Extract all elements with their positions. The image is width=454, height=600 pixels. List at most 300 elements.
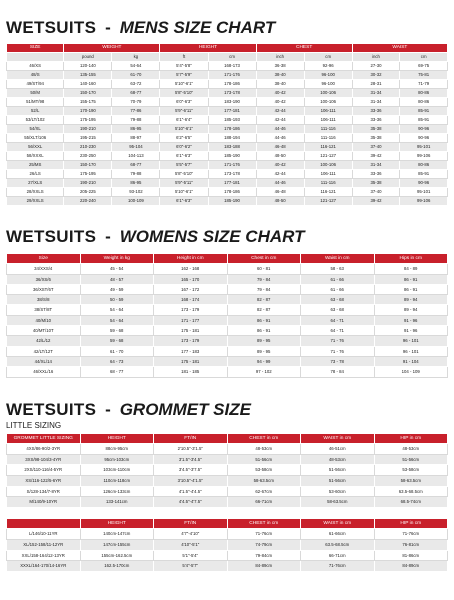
- table-cell: XL/152-158/11-12YR: [7, 539, 81, 550]
- table-cell: 40/MT/10T: [7, 326, 81, 336]
- table-cell: 63.5-68.5cm: [374, 486, 448, 497]
- table-cell: 210-230: [64, 143, 112, 152]
- mens-table-row: [7, 107, 448, 116]
- table-cell: 95-104: [112, 143, 160, 152]
- grommet-large-table: [6, 518, 448, 572]
- mens-table-row: [7, 143, 448, 152]
- mens-table-row: [7, 188, 448, 197]
- table-cell: 2'10.5"-3'1.5": [154, 444, 228, 455]
- table-cell: 91 - 104: [374, 356, 448, 366]
- grommet-table-row: [7, 539, 448, 550]
- table-cell: 44/XL/14: [7, 356, 81, 366]
- mens-header-size: SIZE: [7, 44, 64, 53]
- grommet-header-cell: [7, 518, 81, 529]
- table-cell: 100-109: [112, 197, 160, 206]
- womens-chart-title: [6, 215, 448, 247]
- title-separator: -: [105, 227, 111, 246]
- mens-unit-header: inch: [352, 53, 400, 62]
- table-cell: 54 - 64: [80, 315, 154, 325]
- table-cell: 91 - 96: [374, 326, 448, 336]
- table-cell: 53/LT/102: [7, 116, 64, 125]
- table-cell: L/146/10-11YR: [7, 529, 81, 540]
- mens-unit-header: cm: [208, 53, 256, 62]
- table-cell: 78 - 84: [301, 367, 375, 377]
- table-cell: 42-44: [256, 116, 304, 125]
- table-cell: 58 - 63: [301, 264, 375, 274]
- table-cell: 116-121: [304, 143, 352, 152]
- womens-table-body: [7, 264, 448, 377]
- brand-label: WETSUITS: [6, 18, 97, 37]
- table-cell: 220-240: [64, 197, 112, 206]
- table-cell: 37-40: [352, 188, 400, 197]
- table-cell: 68-77: [112, 89, 160, 98]
- mens-table-row: [7, 197, 448, 206]
- table-cell: 25/MS: [7, 161, 64, 170]
- table-cell: 100-106: [304, 161, 352, 170]
- table-cell: 150-170: [64, 89, 112, 98]
- grommet-header-cell: FT/IN: [154, 433, 228, 444]
- table-cell: 6'0"-6'2": [160, 143, 208, 152]
- table-cell: 86 - 91: [374, 284, 448, 294]
- brand-label: WETSUITS: [6, 399, 97, 419]
- table-cell: 48-53cm: [301, 454, 375, 465]
- table-cell: 120-140: [64, 62, 112, 71]
- table-cell: 99-106: [400, 152, 448, 161]
- table-cell: 82 - 87: [227, 305, 301, 315]
- table-cell: 35-38: [352, 179, 400, 188]
- table-cell: S/128-134/7-8YR: [7, 486, 81, 497]
- table-cell: 77-86: [112, 107, 160, 116]
- table-cell: 147cm-155cm: [80, 539, 154, 550]
- table-cell: 48/S: [7, 71, 64, 80]
- table-cell: 48-50: [256, 152, 304, 161]
- table-cell: 162.5-170cm: [80, 561, 154, 572]
- table-cell: 76-81cm: [374, 539, 448, 550]
- mens-table-row: [7, 152, 448, 161]
- table-cell: 35-38: [352, 134, 400, 143]
- table-cell: 188-194: [208, 134, 256, 143]
- table-cell: 100-106: [304, 98, 352, 107]
- table-cell: 79-88: [112, 170, 160, 179]
- table-cell: 48-53cm: [374, 444, 448, 455]
- womens-size-table: [6, 253, 448, 378]
- table-cell: 111-116: [304, 134, 352, 143]
- table-cell: 51-56cm: [301, 465, 375, 476]
- table-cell: XXXL/164-170/14-16YR: [7, 561, 81, 572]
- table-cell: 4'10"-5'1": [154, 539, 228, 550]
- table-cell: 50 - 59: [80, 295, 154, 305]
- size-chart-page: [6, 0, 448, 572]
- table-cell: 177 - 183: [154, 346, 228, 356]
- table-cell: 48-53cm: [227, 444, 301, 455]
- table-cell: 63-72: [112, 80, 160, 89]
- table-cell: 42-44: [256, 170, 304, 179]
- table-cell: 96-100: [304, 80, 352, 89]
- table-cell: 37-40: [352, 143, 400, 152]
- table-cell: 111-116: [304, 125, 352, 134]
- mens-header-waist: WAIST: [352, 44, 447, 53]
- table-cell: 5'4"-5'7": [154, 561, 228, 572]
- grommet-large-header-row: [7, 518, 448, 529]
- womens-table-row: [7, 264, 448, 274]
- table-cell: 6'0"-6'3": [160, 98, 208, 107]
- table-cell: 84-89cm: [374, 561, 448, 572]
- table-cell: 80-86: [400, 89, 448, 98]
- table-cell: 85-91: [400, 107, 448, 116]
- table-cell: 4'7"-4'10": [154, 529, 228, 540]
- table-cell: 175 - 181: [154, 326, 228, 336]
- table-cell: 190-210: [64, 125, 112, 134]
- mens-table-row: [7, 98, 448, 107]
- table-cell: 71-76cm: [374, 529, 448, 540]
- table-cell: 68.5-74cm: [374, 497, 448, 508]
- table-cell: 88-97: [112, 134, 160, 143]
- table-cell: 38-40: [256, 71, 304, 80]
- grommet-header-cell: HIP in cm: [374, 518, 448, 529]
- mens-unit-header: inch: [256, 53, 304, 62]
- table-cell: 46/XS: [7, 62, 64, 71]
- table-cell: 84-89cm: [227, 561, 301, 572]
- table-cell: 173 - 179: [154, 305, 228, 315]
- table-cell: 96 - 101: [374, 346, 448, 356]
- table-cell: 48 - 57: [80, 274, 154, 284]
- womens-table-row: [7, 305, 448, 315]
- womens-header-cell: Waist in cm: [301, 254, 375, 264]
- womens-table-row: [7, 346, 448, 356]
- table-cell: 103cm-110cm: [80, 465, 154, 476]
- table-cell: 190-210: [64, 179, 112, 188]
- table-cell: 68 - 77: [80, 367, 154, 377]
- table-cell: 54 - 64: [80, 305, 154, 315]
- table-cell: 92-96: [304, 62, 352, 71]
- table-cell: 89 - 94: [374, 305, 448, 315]
- table-cell: 63.5-68.5cm: [301, 539, 375, 550]
- mens-unit-header: [7, 53, 64, 62]
- table-cell: 173-178: [208, 170, 256, 179]
- table-cell: 96 - 101: [374, 336, 448, 346]
- grommet-header-cell: FT/IN: [154, 518, 228, 529]
- table-cell: 40-42: [256, 161, 304, 170]
- table-cell: 66-71cm: [301, 550, 375, 561]
- table-cell: 58-63.5cm: [227, 475, 301, 486]
- table-cell: 64 - 71: [301, 315, 375, 325]
- mens-unit-header: pound: [64, 53, 112, 62]
- table-cell: 61 - 66: [301, 274, 375, 284]
- table-cell: 116-121: [304, 188, 352, 197]
- table-cell: 3'10.5"-4'1.5": [154, 475, 228, 486]
- table-cell: 90-96: [400, 125, 448, 134]
- table-cell: 81-86cm: [374, 550, 448, 561]
- table-spacer: [6, 508, 448, 518]
- mens-chart-subtitle: MENS SIZE CHART: [119, 18, 276, 37]
- table-cell: 167 - 172: [154, 284, 228, 294]
- table-cell: 71-76cm: [227, 529, 301, 540]
- grommet-little-table-body: [7, 444, 448, 508]
- mens-header-chest: CHEST: [256, 44, 352, 53]
- table-cell: 51-56cm: [301, 475, 375, 486]
- table-cell: 80-86: [400, 161, 448, 170]
- table-cell: 86-95: [112, 125, 160, 134]
- mens-unit-header: cm: [400, 53, 448, 62]
- table-cell: 42-44: [256, 107, 304, 116]
- mens-table-row: [7, 161, 448, 170]
- table-cell: 35-38: [352, 125, 400, 134]
- table-cell: 195-215: [64, 134, 112, 143]
- table-cell: 31-34: [352, 98, 400, 107]
- mens-header-weight: WEIGHT: [64, 44, 160, 53]
- table-cell: 91 - 96: [374, 315, 448, 325]
- table-cell: 53-58cm: [227, 465, 301, 476]
- table-cell: 40-42: [256, 98, 304, 107]
- table-cell: 44-46: [256, 125, 304, 134]
- table-cell: 133-141cm: [80, 497, 154, 508]
- table-cell: 61-66cm: [301, 529, 375, 540]
- table-cell: 89 - 95: [227, 336, 301, 346]
- womens-table-row: [7, 356, 448, 366]
- mens-table-row: [7, 125, 448, 134]
- table-cell: 171-176: [208, 71, 256, 80]
- table-cell: 185-190: [208, 197, 256, 206]
- table-cell: 5'7"-5'9": [160, 71, 208, 80]
- mens-unit-header-row: [7, 53, 448, 62]
- womens-header-cell: Size: [7, 254, 81, 264]
- mens-size-table: [6, 43, 448, 206]
- table-cell: 5'10"-6'1": [160, 125, 208, 134]
- womens-header-cell: Hips in cm: [374, 254, 448, 264]
- womens-header-row: [7, 254, 448, 264]
- grommet-header-cell: CHEST in cm: [227, 518, 301, 529]
- table-cell: 40-42: [256, 89, 304, 98]
- table-cell: 94 - 99: [227, 356, 301, 366]
- table-cell: 79 - 84: [227, 274, 301, 284]
- table-cell: 44-46: [256, 179, 304, 188]
- table-cell: 46/XXL/16: [7, 367, 81, 377]
- table-cell: 33-36: [352, 107, 400, 116]
- table-cell: 73 - 78: [301, 356, 375, 366]
- table-cell: 178-186: [208, 80, 256, 89]
- table-cell: 56/XXL: [7, 143, 64, 152]
- table-cell: 51-56cm: [227, 454, 301, 465]
- table-cell: 53-60cm: [301, 486, 375, 497]
- table-cell: 121-127: [304, 152, 352, 161]
- table-cell: 168-173: [208, 62, 256, 71]
- mens-table-row: [7, 80, 448, 89]
- table-cell: 29/XXLS: [7, 197, 64, 206]
- mens-table-row: [7, 89, 448, 98]
- table-cell: 135-155: [64, 71, 112, 80]
- mens-table-row: [7, 179, 448, 188]
- grommet-header-cell: HIP in cm: [374, 433, 448, 444]
- table-cell: 28-31: [352, 80, 400, 89]
- table-cell: 31-34: [352, 89, 400, 98]
- mens-unit-header: kg: [112, 53, 160, 62]
- table-cell: 36/XS/6: [7, 274, 81, 284]
- grommet-table-row: [7, 529, 448, 540]
- mens-unit-header: ft: [160, 53, 208, 62]
- table-cell: 71 - 76: [301, 336, 375, 346]
- table-cell: 36/XST/6T: [7, 284, 81, 294]
- table-cell: 183-190: [208, 98, 256, 107]
- table-cell: 121-127: [304, 197, 352, 206]
- table-cell: 75-81: [400, 71, 448, 80]
- womens-header-cell: Height in cm: [154, 254, 228, 264]
- table-cell: 5'8"-5'10": [160, 170, 208, 179]
- table-cell: 34/XXS/4: [7, 264, 81, 274]
- mens-table-row: [7, 62, 448, 71]
- table-cell: 4'1.5"-4'4.5": [154, 486, 228, 497]
- table-cell: 5'9"-5'11": [160, 179, 208, 188]
- table-cell: 171-176: [208, 161, 256, 170]
- table-cell: 106-111: [304, 116, 352, 125]
- brand-label: WETSUITS: [6, 227, 97, 246]
- table-cell: 26/LS: [7, 170, 64, 179]
- table-cell: 27/XLS: [7, 179, 64, 188]
- table-cell: 40/M/10: [7, 315, 81, 325]
- table-cell: 71 - 76: [301, 346, 375, 356]
- grommet-table-row: [7, 444, 448, 455]
- table-cell: 46-48: [256, 143, 304, 152]
- table-cell: 155-175: [64, 98, 112, 107]
- grommet-chart-subtitle: GROMMET SIZE: [119, 399, 251, 419]
- mens-unit-header: cm: [304, 53, 352, 62]
- table-cell: 38/S/8: [7, 295, 81, 305]
- table-cell: 39-42: [352, 152, 400, 161]
- table-cell: 74-79cm: [227, 539, 301, 550]
- table-cell: 171 - 177: [154, 315, 228, 325]
- table-cell: 48-50: [256, 197, 304, 206]
- table-cell: 100-106: [304, 89, 352, 98]
- grommet-header-cell: WAIST in cm: [301, 518, 375, 529]
- table-cell: 70-79: [112, 98, 160, 107]
- grommet-little-table: [6, 433, 448, 508]
- table-cell: 177-181: [208, 179, 256, 188]
- table-cell: 95-101: [400, 143, 448, 152]
- table-cell: 33-36: [352, 116, 400, 125]
- table-cell: 69-75: [400, 62, 448, 71]
- table-cell: XS/116-122/5-6YR: [7, 475, 81, 486]
- mens-table-row: [7, 134, 448, 143]
- table-cell: 66-71cm: [227, 497, 301, 508]
- table-cell: 54/XL: [7, 125, 64, 134]
- table-cell: 140cm-147cm: [80, 529, 154, 540]
- table-cell: 89 - 95: [227, 346, 301, 356]
- table-cell: 5'1"-5'4": [154, 550, 228, 561]
- womens-table-row: [7, 284, 448, 294]
- table-cell: 60 - 81: [227, 264, 301, 274]
- table-cell: 95cm-103cm: [80, 454, 154, 465]
- title-separator: -: [105, 18, 111, 37]
- table-cell: 150-170: [64, 161, 112, 170]
- table-cell: 3XS/98-104/3-4YR: [7, 454, 81, 465]
- mens-table-row: [7, 71, 448, 80]
- grommet-table-row: [7, 497, 448, 508]
- grommet-header-cell: WAIST in cm: [301, 433, 375, 444]
- table-cell: 162 - 168: [154, 264, 228, 274]
- table-cell: 58/XXXL: [7, 152, 64, 161]
- table-cell: 52/L: [7, 107, 64, 116]
- table-cell: 55/XLT/106: [7, 134, 64, 143]
- table-cell: 97 - 102: [227, 367, 301, 377]
- table-cell: 4'4.5"-4'7.5": [154, 497, 228, 508]
- table-cell: 38/ST/8T: [7, 305, 81, 315]
- grommet-table-row: [7, 475, 448, 486]
- table-cell: 6'1"-6'4": [160, 116, 208, 125]
- table-cell: 79-84cm: [227, 550, 301, 561]
- table-cell: 140-160: [64, 80, 112, 89]
- grommet-little-header-row: [7, 433, 448, 444]
- table-cell: 175-195: [64, 116, 112, 125]
- table-cell: 42/L/12: [7, 336, 81, 346]
- table-cell: 230-250: [64, 152, 112, 161]
- mens-table-row: [7, 116, 448, 125]
- table-cell: 177-181: [208, 107, 256, 116]
- table-cell: 49 - 59: [80, 284, 154, 294]
- table-cell: 58-63.5cm: [301, 497, 375, 508]
- table-cell: 49/ST/94: [7, 80, 64, 89]
- womens-table-row: [7, 315, 448, 325]
- table-cell: 99-106: [400, 197, 448, 206]
- table-cell: 5'9"-6'11": [160, 107, 208, 116]
- table-cell: 27-30: [352, 62, 400, 71]
- table-cell: 93-102: [112, 188, 160, 197]
- table-cell: 86 - 91: [374, 274, 448, 284]
- table-cell: 86-95: [112, 179, 160, 188]
- table-cell: 68-77: [112, 161, 160, 170]
- little-sizing-note: LITTLE SIZING: [6, 420, 62, 430]
- womens-table-row: [7, 326, 448, 336]
- table-cell: 104-113: [112, 152, 160, 161]
- table-cell: 46-51cm: [301, 444, 375, 455]
- table-cell: 62-67cm: [227, 486, 301, 497]
- table-cell: 5'4"-5'8": [160, 62, 208, 71]
- table-cell: 4XS/86-90/2-3YR: [7, 444, 81, 455]
- title-separator: -: [105, 399, 111, 419]
- table-cell: 90-96: [400, 134, 448, 143]
- table-cell: 170-190: [64, 107, 112, 116]
- grommet-header-cell: HEIGHT: [80, 518, 154, 529]
- grommet-table-row: [7, 561, 448, 572]
- table-cell: 88cm-95cm: [80, 444, 154, 455]
- table-cell: 79 - 84: [227, 284, 301, 294]
- womens-chart-subtitle: WOMENS SIZE CHART: [119, 227, 305, 246]
- mens-table-row: [7, 170, 448, 179]
- table-cell: 3'4.5"-3'7.5": [154, 465, 228, 476]
- table-cell: 185-190: [208, 152, 256, 161]
- table-cell: 165 - 170: [154, 274, 228, 284]
- table-cell: 5'10"-6'1": [160, 80, 208, 89]
- table-cell: 63 - 68: [301, 305, 375, 315]
- womens-table-row: [7, 274, 448, 284]
- table-cell: 110cm-118cm: [80, 475, 154, 486]
- table-cell: 64 - 71: [301, 326, 375, 336]
- table-cell: 63 - 68: [301, 295, 375, 305]
- table-cell: 44-46: [256, 134, 304, 143]
- table-cell: 61 - 70: [80, 346, 154, 356]
- table-cell: 5'8"-5'10": [160, 89, 208, 98]
- table-cell: 6'1"-6'3": [160, 197, 208, 206]
- grommet-table-row: [7, 486, 448, 497]
- womens-header-cell: Chest in cm: [227, 254, 301, 264]
- grommet-chart-title: [6, 388, 448, 420]
- table-cell: 89 - 94: [374, 295, 448, 305]
- table-cell: 46-48: [256, 188, 304, 197]
- table-cell: 106-111: [304, 107, 352, 116]
- mens-group-header-row: [7, 44, 448, 53]
- grommet-header-cell: CHEST in cm: [227, 433, 301, 444]
- table-cell: 96-100: [304, 71, 352, 80]
- mens-table-body: [7, 62, 448, 206]
- table-cell: 173 - 179: [154, 336, 228, 346]
